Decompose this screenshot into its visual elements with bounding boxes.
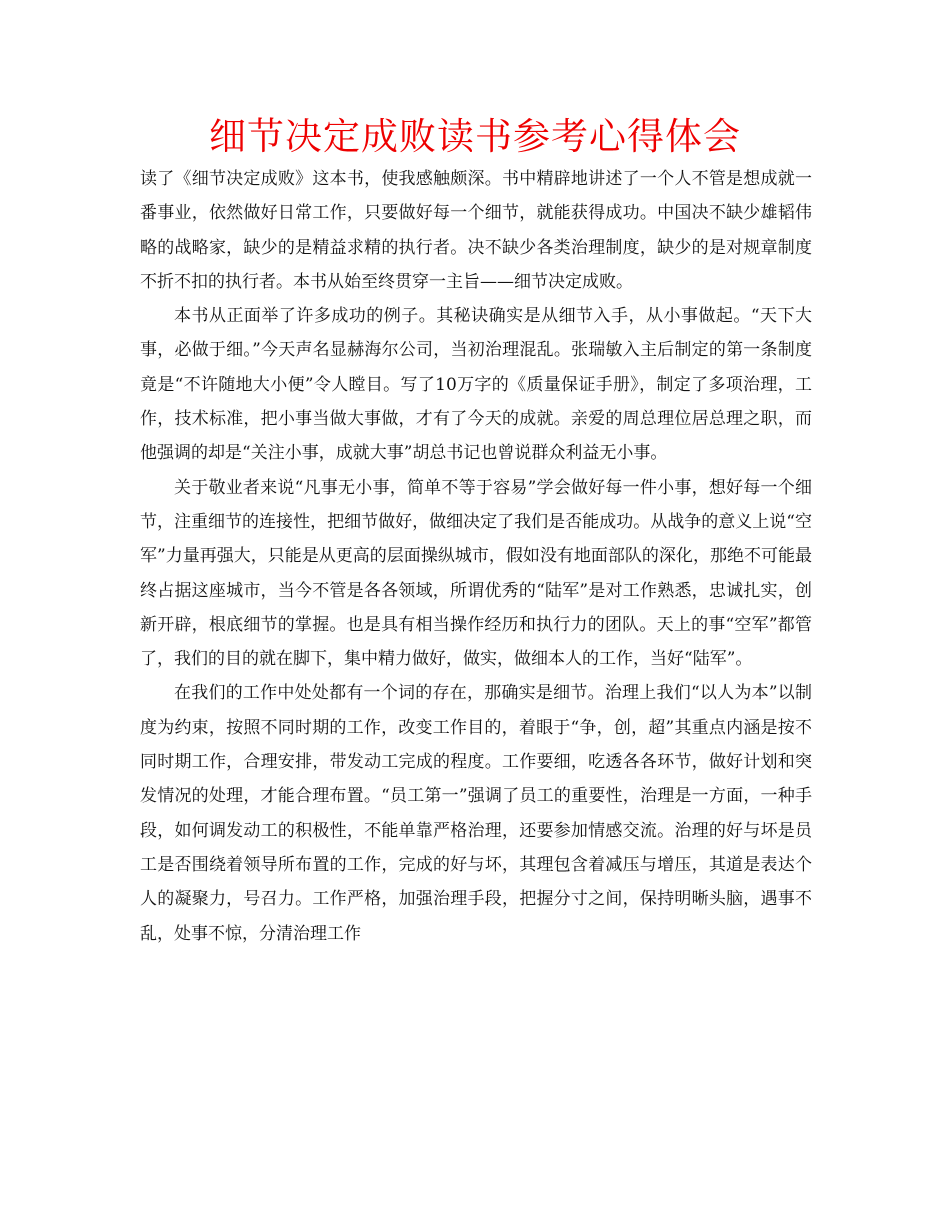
paragraph-4: 在我们的工作中处处都有一个词的存在，那确实是细节。治理上我们“以人为本”以制度为约束，按照不同时期的工作，改变工作目的，着眼于“争，创，超”其重点内涵是按不同时期工作，合理安排，带发动工完成的程度。工作要细，吃透各各环节，做好计划和突发情况的处理，才能合理布置。“员工第一”强调了员工的重要性，治理是一方面，一种手段，如何调发动工的积极性，不能单靠严格治理，还要参加情感交流。治理的好与坏是员工是否围绕着领导所布置的工作，完成的好与坏，其理包含着减压与增压，其道是表达个人的凝聚力，号召力。工作严格，加强治理手段，把握分寸之间，保持明晰头脑，遇事不乱，处事不惊，分清治理工作 <box>140 683 812 944</box>
paragraph-1: 读了《细节决定成败》这本书，使我感触颇深。书中精辟地讲述了一个人不管是想成就一番事业，依然做好日常工作，只要做好每一个细节，就能获得成功。中国决不缺少雄韬伟略的战略家，缺少的是精益求精的执行者。决不缺少各类治理制度，缺少的是对规章制度不折不扣的执行者。本书从始至终贯穿一主旨——细节决定成败。 <box>140 169 812 292</box>
document-title: 细节决定成败读书参考心得体会 <box>209 115 741 158</box>
paragraph-2: 本书从正面举了许多成功的例子。其秘诀确实是从细节入手，从小事做起。“天下大事，必做于细。”今天声名显赫海尔公司，当初治理混乱。张瑞敏入主后制定的第一条制度竟是“不许随地大小便”令人瞠目。写了10万字的《质量保证手册》，制定了多项治理，工作，技术标准，把小事当做大事做，才有了今天的成就。亲爱的周总理位居总理之职，而他强调的却是“关注小事，成就大事”胡总书记也曾说群众利益无小事。 <box>140 306 812 464</box>
document-body <box>140 162 812 951</box>
paragraph-3: 关于敬业者来说“凡事无小事，简单不等于容易”学会做好每一件小事，想好每一个细节，注重细节的连接性，把细节做好，做细决定了我们是否能成功。从战争的意义上说“空军”力量再强大，只能是从更高的层面操纵城市，假如没有地面部队的深化，那绝不可能最终占据这座城市，当今不管是各各领域，所谓优秀的“陆军”是对工作熟悉，忠诚扎实，创新开辟，根底细节的掌握。也是具有相当操作经历和执行力的团队。天上的事“空军”都管了，我们的目的就在脚下，集中精力做好，做实，做细本人的工作，当好“陆军”。 <box>140 477 812 670</box>
